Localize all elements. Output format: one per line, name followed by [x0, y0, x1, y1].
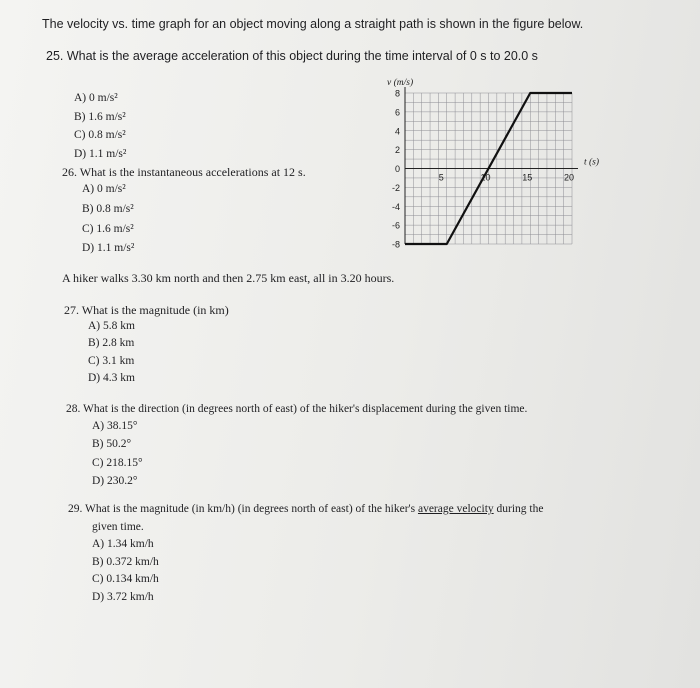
q26-option-d: D) 1.1 m/s² — [82, 242, 135, 254]
y-tick-label: 0 — [394, 164, 400, 174]
question-27-stem: 27. What is the magnitude (in km) — [64, 303, 229, 317]
x-tick-label: 10 — [480, 172, 491, 183]
x-tick-label: 5 — [438, 172, 444, 183]
q25-option-b: B) 1.6 m/s² — [74, 111, 126, 123]
q29-stem-continued: given time. — [92, 521, 144, 533]
q28-option-d: D) 230.2° — [92, 475, 138, 487]
y-tick-label: 2 — [394, 145, 400, 156]
q25-option-d: D) 1.1 m/s² — [74, 148, 127, 160]
q28-option-c: C) 218.15° — [92, 457, 143, 469]
question-26-stem: 26. What is the instantaneous accelerations at 12 s. — [62, 165, 306, 179]
x-axis-label: t (s) — [584, 157, 600, 168]
q27-option-a: A) 5.8 km — [88, 320, 135, 332]
q26-option-a: A) 0 m/s² — [82, 183, 126, 195]
hiker-scenario: A hiker walks 3.30 km north and then 2.75 km east, all in 3.20 hours. — [62, 271, 395, 285]
y-tick-label: 6 — [394, 107, 400, 118]
q29-option-d: D) 3.72 km/h — [92, 591, 154, 603]
y-axis-label: v (m/s) — [387, 78, 414, 88]
y-tick-label: 8 — [394, 88, 400, 99]
q27-option-d: D) 4.3 km — [88, 372, 135, 384]
q25-option-a: A) 0 m/s² — [74, 92, 118, 104]
y-tick-label: -4 — [391, 201, 400, 212]
q29-option-c: C) 0.134 km/h — [92, 573, 159, 585]
y-tick-label: -6 — [391, 220, 400, 231]
q27-option-b: B) 2.8 km — [88, 337, 135, 349]
y-tick-label: 4 — [394, 126, 400, 137]
question-25-stem: 25. What is the average acceleration of this object during the time interval of 0 s to 20.0 s — [46, 49, 538, 63]
q29-stem-part2: during the — [496, 503, 544, 515]
q29-stem-underlined: average velocity — [417, 503, 494, 515]
x-tick-label: 15 — [522, 172, 533, 183]
q29-stem-part1: 29. What is the magnitude (in km/h) (in degrees north of east) of the hiker's — [68, 503, 416, 515]
y-tick-label: -2 — [391, 182, 400, 193]
intro-text: The velocity vs. time graph for an object moving along a straight path is shown in the figure below. — [42, 17, 584, 31]
q25-option-c: C) 0.8 m/s² — [74, 129, 126, 141]
y-tick-label: -8 — [391, 239, 400, 250]
graph-labels — [387, 77, 599, 168]
graph-axes — [405, 87, 578, 244]
q28-option-b: B) 50.2° — [92, 438, 132, 450]
q26-option-b: B) 0.8 m/s² — [82, 203, 134, 215]
q29-option-b: B) 0.372 km/h — [92, 556, 159, 568]
question-28-stem: 28. What is the direction (in degrees north of east) of the hiker's displacement during the given time. — [66, 403, 528, 415]
q28-option-a: A) 38.15° — [92, 420, 138, 432]
q26-option-c: C) 1.6 m/s² — [82, 223, 134, 235]
x-tick-label: 20 — [564, 172, 575, 183]
q27-option-c: C) 3.1 km — [88, 355, 135, 367]
question-29-stem — [68, 504, 543, 516]
q29-option-a: A) 1.34 km/h — [92, 538, 154, 550]
